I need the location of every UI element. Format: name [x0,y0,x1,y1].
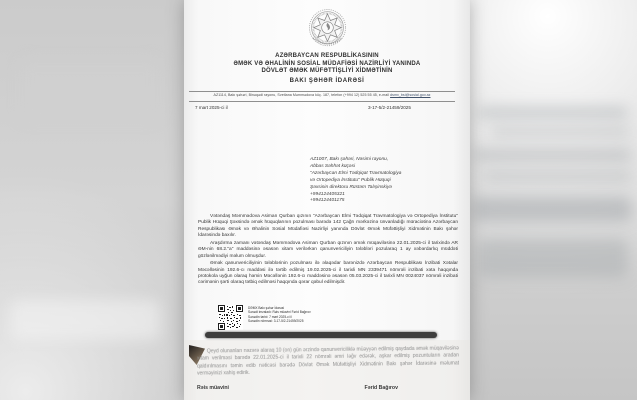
blurred-backdrop [20,60,160,120]
document-date: 7 mart 2025-ci il [195,104,228,110]
stamp-line: Sənədi imzaladı: Rəis müavini Fərid Bağırov [248,310,311,315]
recipient-phone: +994124405321 [310,191,345,197]
contact-line [189,93,455,97]
letterhead-line: AZƏRBAYCAN RESPUBLİKASININ [275,53,379,59]
recipient-line: AZ1007, Bakı şəhəri, Nəsimi rayonu, [310,157,389,162]
document-page [184,0,470,400]
letterhead-line: BAKI ŞƏHƏR İDARƏSİ [289,78,365,85]
letterhead-line: ƏMƏK VƏ ƏHALİNİN SOSİAL MÜDAFİƏSİ NAZİRLİYİ YANINDA [233,60,421,67]
divider [189,101,455,102]
signer-title: Rəis müavini [197,385,230,391]
document-number: 3-17-5/2-21459/2025 [368,104,411,110]
stamp-line: DƏMX Bakı şəhər İdarəsi [248,306,285,310]
contact-text: AZ1114, Bakı şəhəri, Binəqədi rayonu, Svetlana Məmmədova küç. 187, telefon (+994 12) 525 55 45, e-mail [213,93,391,97]
recipient-block [310,157,460,205]
stamp-line: Sənədin tarixi: 7 mart 2025-ci il [248,314,292,319]
body-paragraph-3: Əmək qanunvericiliyinin tələblərinin pozulması ilə əlaqədar barənizdə Azərbaycan Respublikası İnzibati Xətalar Məcəlləsinin 192.6-cı maddəsi ilə tərtib edilmiş 19.02.2025-ci il tarixli MN 2339471 nömrəli inzibati xəta haqqında protokola uyğun olaraq həmin Məcəllənin 192.6-cı maddəsinə əsasən 05.03.2025-ci il tarixli MN 0024037 nömrəli inzibati cərimənin şərti olaraq tətbiq edilməsi haqqında qərar qəbul edilmişdir. [198,261,458,286]
blurred-backdrop [474,150,632,160]
fold-shadow [205,332,437,338]
body-paragraph-1: Vətəndaş Məmmədova Asiman Qurban qızının "Azərbaycan Elmi Tədqiqat Travmatologiya və Ortopediya İnstitutu" Publik Hüquqi Şəxsində əmək hüquqlarının pozulması barədə 142 Çağrı mərkəzinə ünvanladığı müraciətinə Azərbaycan Respublikası Əmək və Əhalinin Sosial Müdafiəsi Nazirliyi yanında Dövlət Əmək Müfəttişliyi Xidmətinin Bakı şəhər İdarəsində baxılır. [198,214,458,239]
qr-code-icon [218,305,243,330]
recipient-line: Şəxsinin direktoru Rüstəm Talışinskiyə [310,184,392,190]
letter-body [198,214,458,288]
blurred-backdrop [478,238,628,278]
divider [189,91,455,92]
closing-paragraph: Qeyd olunanları nəzərə alaraq 10 (on) gün ərzində qanunvericiliklə müəyyən edilmiş qaydada əmək müqaviləsinə xitam verilməsi barədə 22.01.2025-ci il tarixli 22 nömrəli əmri ləğv edərək, aşkar edilmiş pozuntuların aradan qaldırılmasını təmin edib nəticəsi barədə Dövlət Əmək Müfəttişliyi Xidmətinin Bakı şəhər İdarəsinə məlumat verməyinizi xahiş edirik. [196,345,460,377]
recipient-line: və Ortopediya İnstitutu" Publik Hüquqi [310,177,391,183]
recipient-line: Abbas Səhhət küçəsi [310,163,356,169]
letterhead [190,53,464,86]
contact-email-link: dsmx_bsi@sosial.gov.az [390,93,431,97]
date-line [195,105,461,110]
signer-name: Fərid Bağırov [364,385,398,391]
recipient-phone: +994124401175 [310,198,345,204]
letterhead-line: DÖVLƏT ƏMƏK MÜFƏTTİŞLİYİ XİDMƏTİNİN [261,68,393,75]
blurred-backdrop [490,128,630,136]
signature-row [197,385,398,391]
blurred-backdrop [10,300,160,340]
blurred-backdrop [472,196,632,222]
blurred-backdrop [478,108,628,117]
stamp-text [248,306,428,323]
stamp-line: Sənədin nömrəsi: 3-17-5/2-21459/2025 [248,318,304,323]
azerbaijan-coat-of-arms-icon [305,7,350,50]
body-paragraph-2: Araşdırma zamanı vətəndaş Məmmədova Asiman Qurban qızının əmək müqaviləsinə 22.01.2025-ci il tarixində AR ƏM-nin 68.2."a" maddəsinə əsasən xitam verilərkən qanunvericiliyin tələbləri pozularaq 1 ay xəbərdarlıq müddəti gözlənilmədiyi məlum olmuşdur. [198,240,458,259]
blurred-backdrop [482,172,632,181]
verification-stamp [218,304,438,332]
recipient-line: "Azərbaycan Elmi Tədqiqat Travmatologiya [310,170,402,176]
